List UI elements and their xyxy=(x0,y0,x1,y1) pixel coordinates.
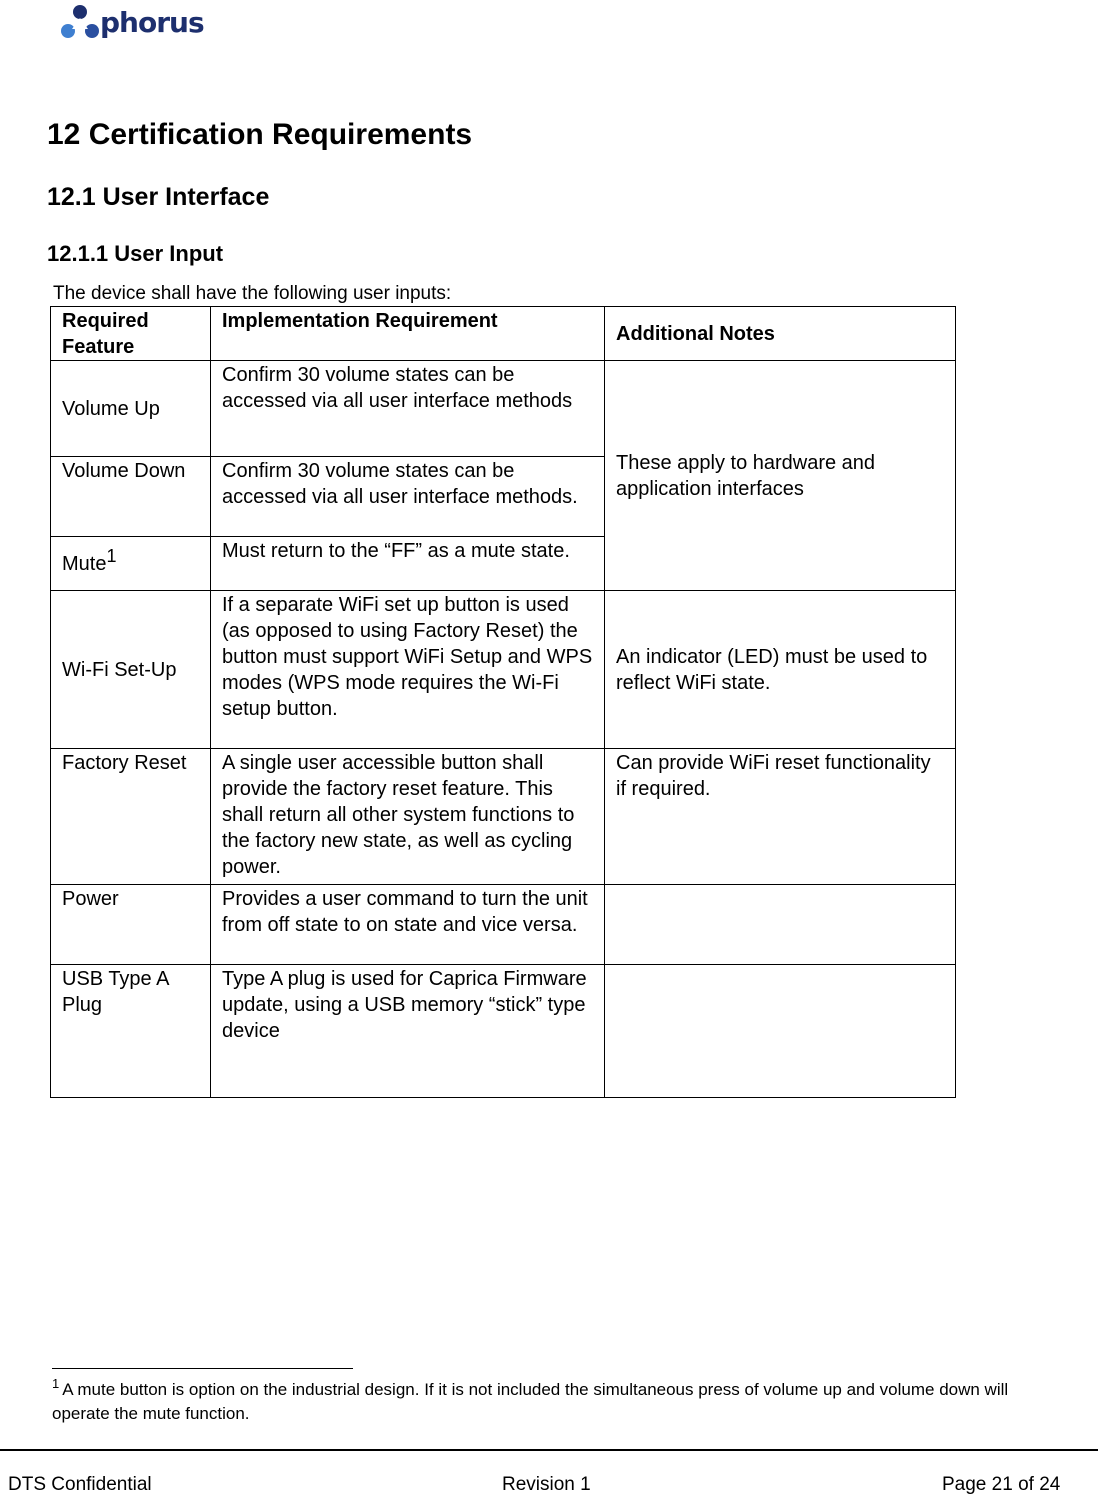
table-row xyxy=(51,965,956,1098)
table-row xyxy=(51,361,956,457)
subsubsection-title: 12.1.1 User Input xyxy=(47,241,224,266)
notes-cell xyxy=(605,965,956,1098)
header-requirement: Implementation Requirement xyxy=(211,307,605,361)
footnote-reference: 1 xyxy=(106,546,117,566)
feature-cell: Volume Down xyxy=(51,457,211,537)
table-row xyxy=(51,885,956,965)
notes-cell: Can provide WiFi reset functionality if required. xyxy=(605,749,956,885)
requirement-cell: A single user accessible button shall provide the factory reset feature. This shall return all other system functions to the factory new state, as well as cycling power. xyxy=(211,749,605,885)
footer-page-number: Page 21 of 24 xyxy=(942,1474,1061,1495)
table-row xyxy=(51,749,956,885)
phorus-logo xyxy=(58,2,204,42)
table-row xyxy=(51,591,956,749)
feature-cell: USB Type A Plug xyxy=(51,965,211,1098)
requirement-cell: Must return to the “FF” as a mute state. xyxy=(211,537,605,591)
user-input-table xyxy=(50,306,956,1098)
requirement-cell: Confirm 30 volume states can be accessed via all user interface methods xyxy=(211,361,605,457)
requirement-cell: Type A plug is used for Caprica Firmware update, using a USB memory “stick” type device xyxy=(211,965,605,1098)
header-notes: Additional Notes xyxy=(605,307,956,361)
requirement-cell: If a separate WiFi set up button is used (as opposed to using Factory Reset) the button must support WiFi Setup and WPS modes (WPS mode requires the Wi-Fi setup button. xyxy=(211,591,605,749)
feature-cell: Power xyxy=(51,885,211,965)
footnote-divider xyxy=(52,1368,353,1369)
section-title: 12 Certification Requirements xyxy=(47,118,473,151)
footnote-mark: 1 xyxy=(52,1376,60,1391)
footer-revision: Revision 1 xyxy=(502,1474,591,1495)
phorus-triangle-logo-icon xyxy=(58,3,102,41)
footer-confidential: DTS Confidential xyxy=(8,1474,152,1495)
feature-text: Mute xyxy=(62,553,107,575)
intro-text: The device shall have the following user inputs: xyxy=(53,283,452,304)
logo-text: phorus xyxy=(100,5,204,39)
requirement-cell: Provides a user command to turn the unit from off state to on state and vice versa. xyxy=(211,885,605,965)
footer-divider xyxy=(0,1449,1098,1451)
feature-cell xyxy=(51,537,211,591)
feature-cell: Volume Up xyxy=(51,361,211,457)
requirement-cell: Confirm 30 volume states can be accessed via all user interface methods. xyxy=(211,457,605,537)
subsection-title: 12.1 User Interface xyxy=(47,183,270,211)
notes-cell xyxy=(605,885,956,965)
feature-cell: Wi-Fi Set-Up xyxy=(51,591,211,749)
table-header-row xyxy=(51,307,956,361)
notes-cell: An indicator (LED) must be used to reflect WiFi state. xyxy=(605,591,956,749)
merged-notes-cell: These apply to hardware and application interfaces xyxy=(605,361,956,591)
header-feature: Required Feature xyxy=(51,307,211,361)
footnote-text: A mute button is option on the industrial design. If it is not included the simultaneous press of volume up and volume down will operate the mute function. xyxy=(52,1380,1009,1423)
feature-cell: Factory Reset xyxy=(51,749,211,885)
footnote xyxy=(52,1378,1012,1426)
